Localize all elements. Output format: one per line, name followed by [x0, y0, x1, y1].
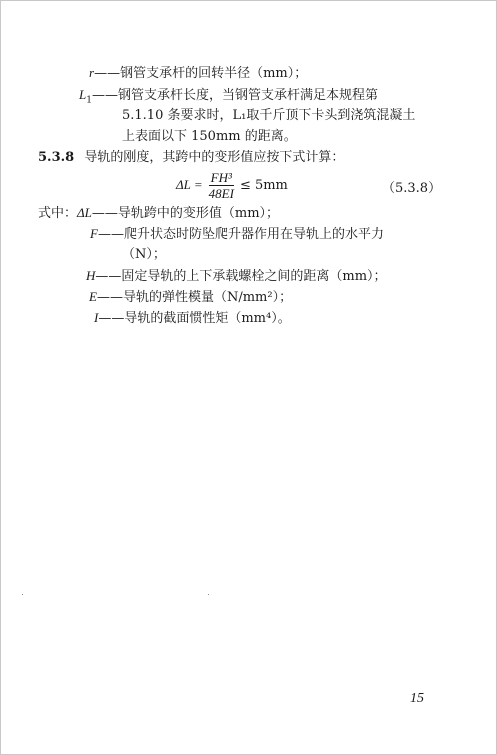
definition-h: [86, 267, 387, 285]
where-label: 式中：: [38, 206, 78, 221]
section-heading: [38, 149, 344, 166]
section-title: 导轨的刚度，其跨中的变形值应按下式计算：: [84, 150, 345, 165]
symbol-r: r: [89, 65, 95, 80]
formula-denominator: 48EI: [208, 185, 234, 201]
definition-f-continuation: （N）；: [122, 247, 166, 262]
formula-lhs: ΔL =: [176, 177, 203, 192]
definition-f-text: ——爬升状态时防坠爬升器作用在导轨上的水平力: [97, 227, 384, 242]
symbol-i: I: [94, 310, 99, 325]
symbol-delta-l: ΔL: [77, 205, 92, 220]
section-number: 5.3.8: [38, 150, 75, 165]
symbol-h: H: [86, 268, 96, 283]
definition-f: [90, 225, 384, 243]
definition-delta-l-text: ——导轨跨中的变形值（mm）；: [91, 206, 280, 221]
definition-e-text: ——导轨的弹性模量（N/mm²）；: [96, 290, 293, 305]
scan-mark: [208, 594, 209, 595]
symbol-f: F: [90, 226, 98, 241]
page-number: 15: [410, 691, 424, 706]
definition-r: [89, 64, 307, 82]
definition-i: [94, 309, 291, 327]
definition-h-text: ——固定导轨的上下承载螺栓之间的距离（mm）；: [95, 269, 387, 284]
symbol-l1-subscript: 1: [86, 95, 92, 106]
symbol-l1: L: [79, 87, 87, 102]
definition-l1-text: ——钢管支承杆长度，当钢管支承杆满足本规程第: [91, 88, 378, 103]
symbol-e: E: [89, 289, 97, 304]
definition-i-text: ——导轨的截面惯性矩（mm⁴）。: [98, 311, 291, 326]
definition-e: [89, 288, 292, 306]
scan-mark: [22, 594, 23, 595]
definition-l1-continuation-1: 5.1.10 条要求时，L₁取千斤顶下卡头到浇筑混凝土: [122, 108, 416, 123]
formula-numerator: FH³: [210, 169, 232, 185]
definition-l1-continuation-2: 上表面以下 150mm 的距离。: [122, 129, 297, 144]
equation-number: （5.3.8）: [382, 181, 442, 196]
formula-rhs: ≤ 5mm: [239, 177, 288, 193]
formula-5-3-8: [176, 168, 288, 202]
definition-r-text: ——钢管支承杆的回转半径（mm）；: [94, 66, 308, 81]
formula-fraction: [207, 170, 236, 201]
definition-delta-l: [38, 204, 279, 222]
